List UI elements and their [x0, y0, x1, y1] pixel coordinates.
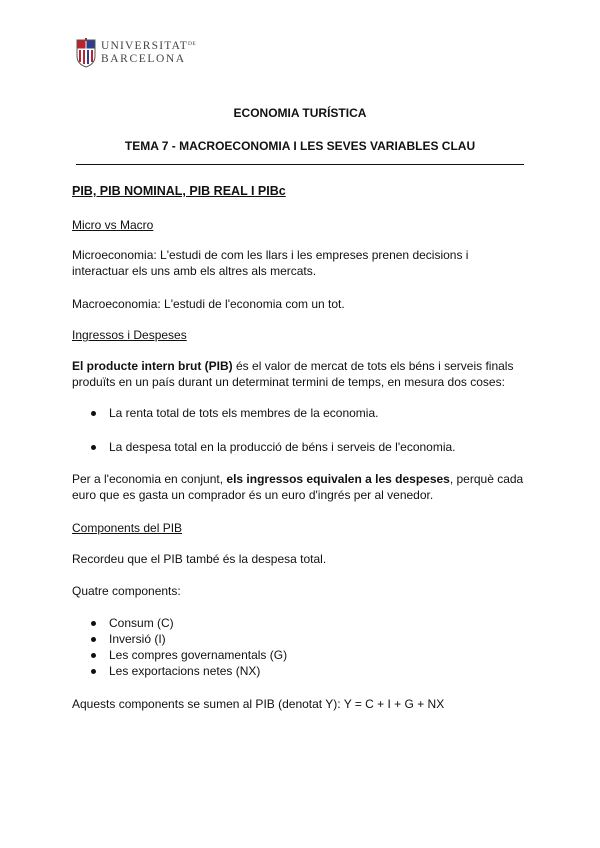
pib-paragraph	[72, 359, 542, 390]
micro-line-2: interactuar els uns amb els altres als mercats.	[72, 263, 317, 278]
section-title: PIB, PIB NOMINAL, PIB REAL I PIBc	[72, 184, 286, 198]
ingressos-bold: els ingressos equivalen a les despeses	[226, 472, 450, 486]
components-formula: Aquests components se sumen al PIB (denotat Y): Y = C + I + G + NX	[72, 697, 445, 711]
component-item: Consum (C)	[109, 616, 174, 630]
ingressos-pre: Per a l'economia en conjunt,	[72, 472, 227, 486]
bullet-item: La despesa total en la producció de béns i serveis de l'economia.	[109, 440, 456, 454]
document-subtitle: TEMA 7 - MACROECONOMIA I LES SEVES VARIABLES CLAU	[124, 139, 476, 153]
bullet-dot	[91, 637, 96, 642]
pib-definition-line-2: produïts en un país durant un determinat termini de temps, en mesura dos coses:	[72, 374, 505, 389]
pib-definition-bold: El producte intern brut (PIB)	[72, 359, 233, 373]
macro-paragraph: Macroeconomia: L'estudi de l'economia com un tot.	[72, 297, 345, 311]
heading-ingressos: Ingressos i Despeses	[72, 328, 187, 342]
university-name	[101, 41, 196, 66]
title-divider	[76, 164, 524, 165]
component-item: Les compres governamentals (G)	[109, 648, 288, 662]
heading-components: Components del PIB	[72, 521, 183, 535]
component-item: Les exportacions netes (NX)	[109, 664, 261, 678]
logo-line-1: UNIVERSITAT	[101, 39, 189, 52]
components-intro: Quatre components:	[72, 584, 181, 598]
bullet-dot	[91, 669, 96, 674]
components-reminder: Recordeu que el PIB també és la despesa total.	[72, 552, 327, 566]
micro-line-1: Microeconomia: L'estudi de com les llars i les empreses prenen decisions i	[72, 248, 469, 262]
document-title: ECONOMIA TURÍSTICA	[233, 106, 367, 120]
component-item: Inversió (I)	[109, 632, 166, 646]
pib-definition-rest: és el valor de mercat de tots els béns i serveis finals	[232, 359, 514, 373]
university-logo	[76, 38, 196, 68]
university-shield-icon	[76, 38, 96, 68]
logo-line-1-suffix: DE	[188, 40, 197, 47]
logo-line-2: BARCELONA	[101, 53, 186, 65]
micro-paragraph	[72, 248, 532, 279]
ingressos-paragraph	[72, 472, 542, 503]
bullet-dot	[91, 621, 96, 626]
ingressos-line-2: euro que es gasta un comprador és un euro d'ingrés per al venedor.	[72, 487, 434, 502]
bullet-item: La renta total de tots els membres de la economia.	[109, 406, 379, 420]
ingressos-post: , perquè cada	[449, 472, 524, 486]
bullet-dot	[91, 653, 96, 658]
bullet-dot	[91, 411, 96, 416]
heading-micro-macro: Micro vs Macro	[72, 218, 154, 232]
bullet-dot	[91, 445, 96, 450]
